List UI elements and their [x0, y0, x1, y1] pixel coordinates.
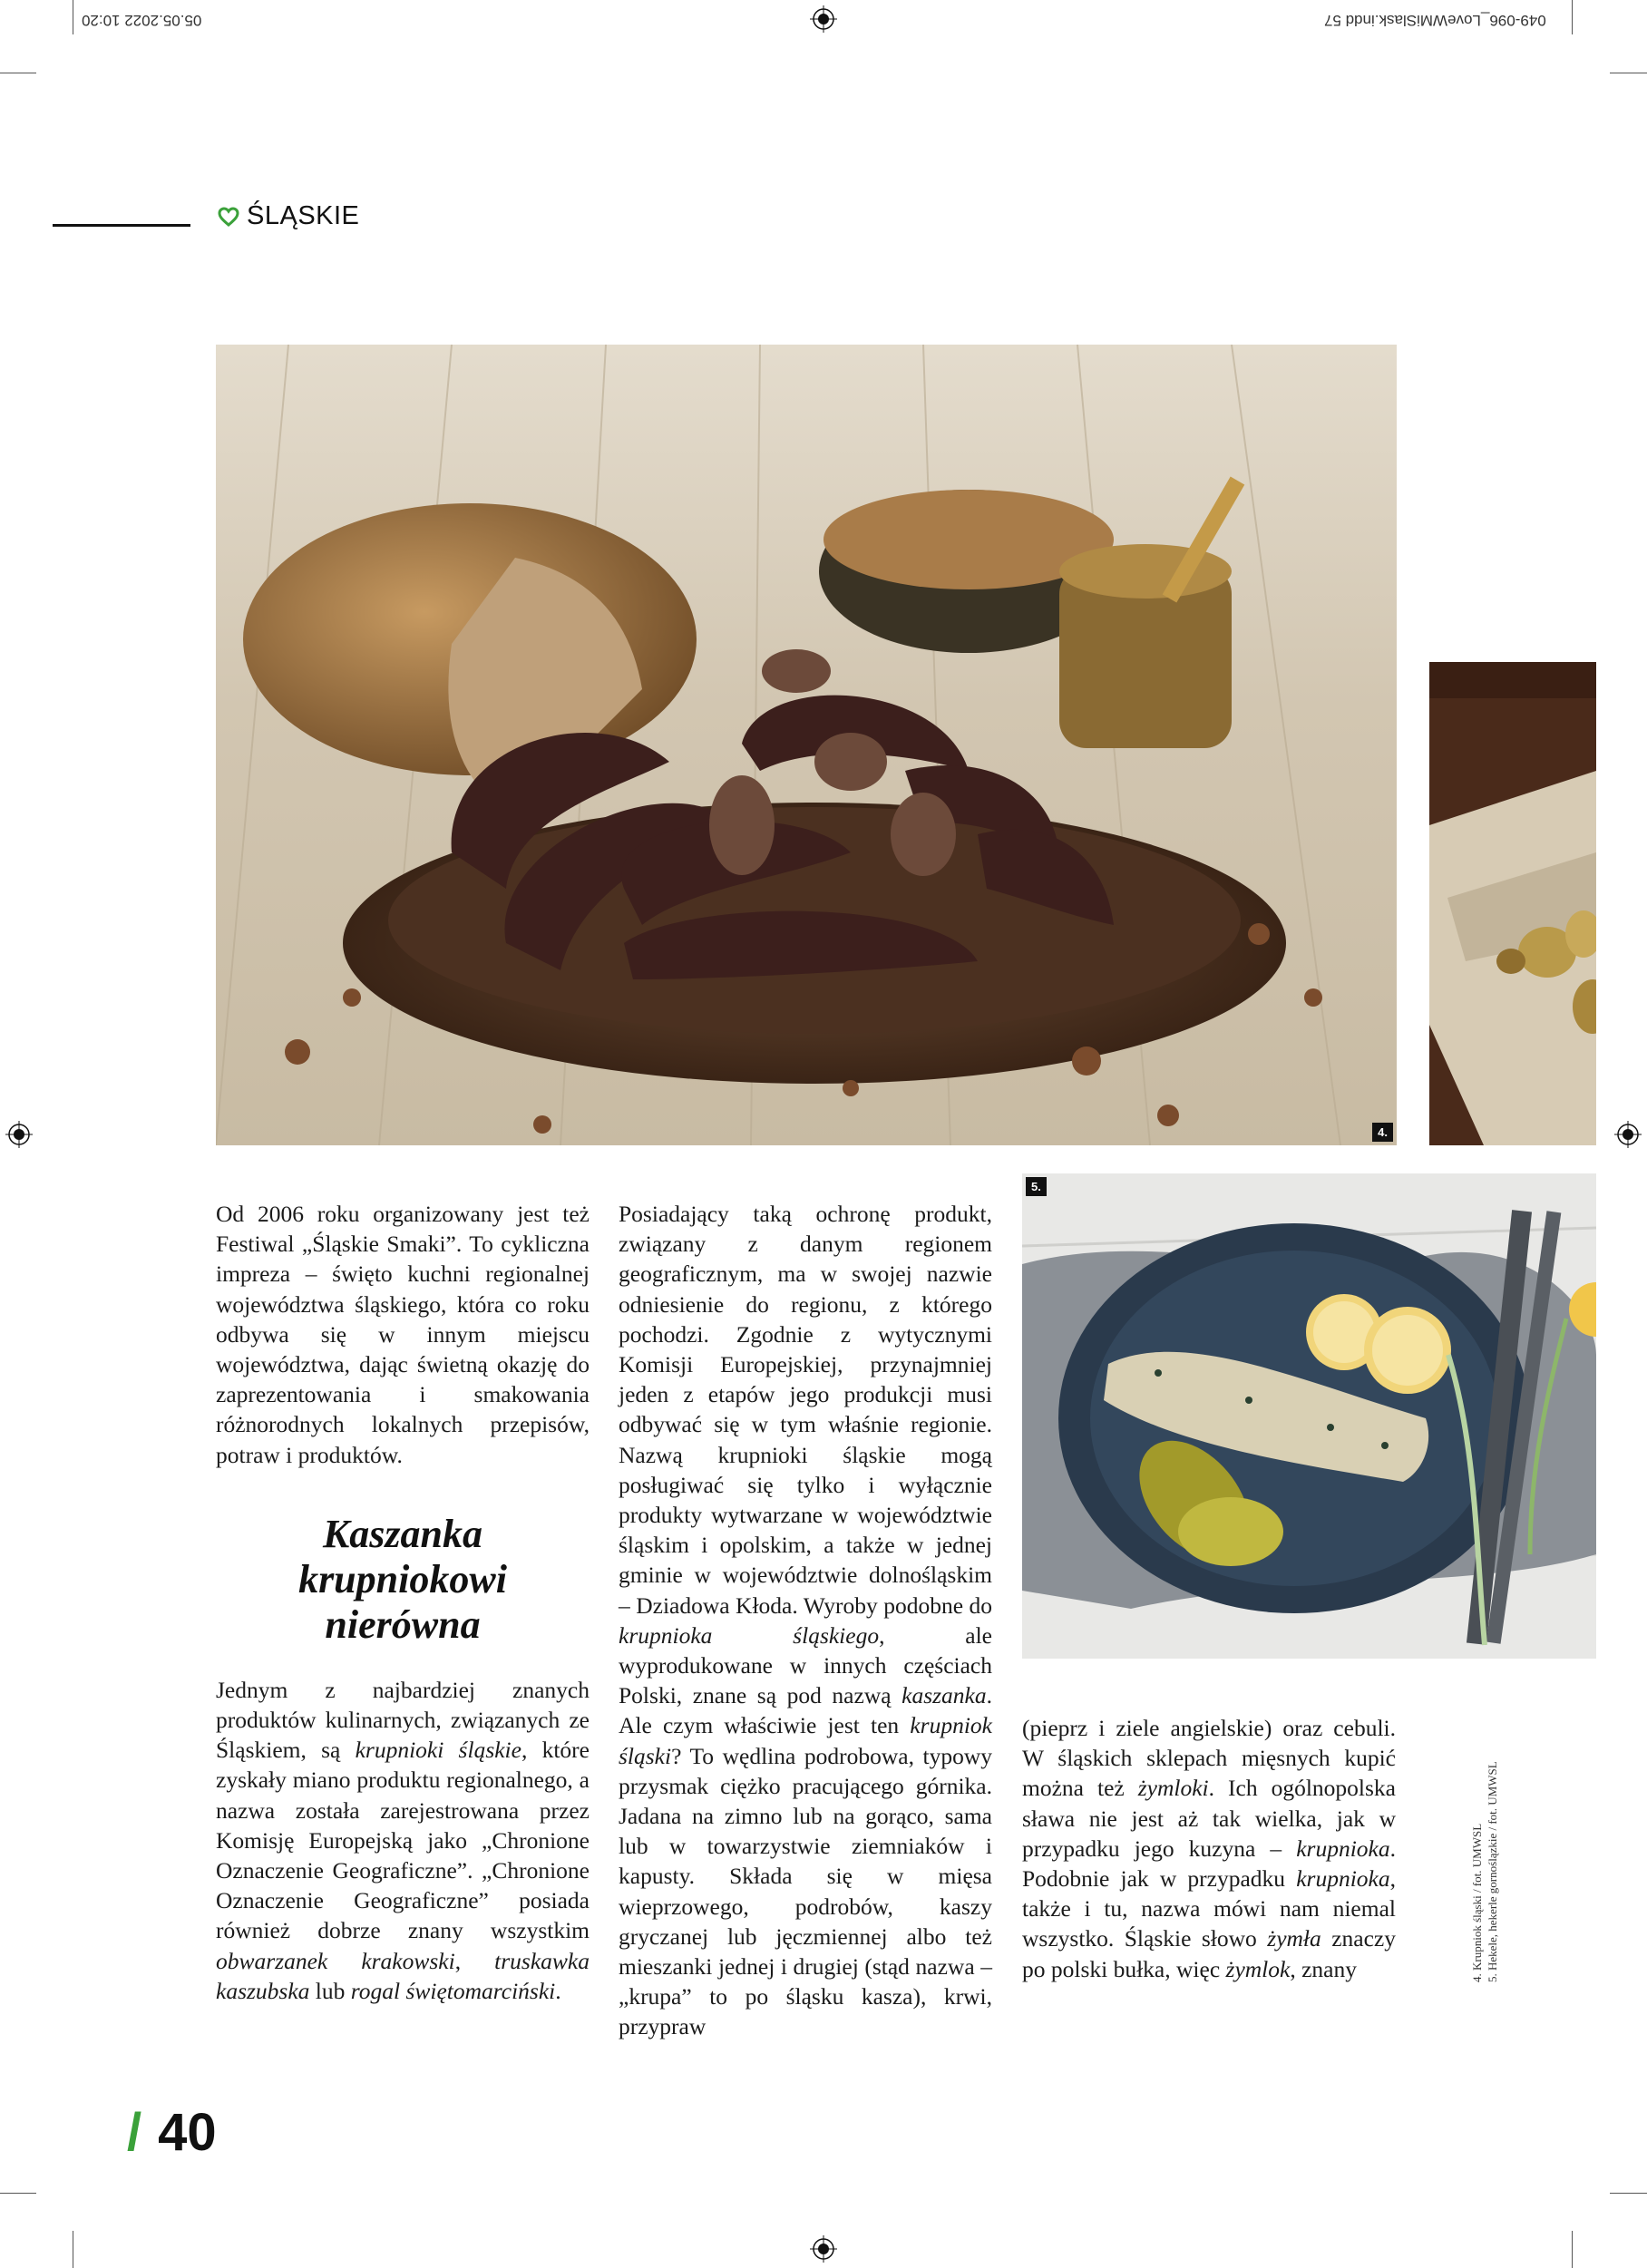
section-header — [218, 201, 359, 231]
photo-strip-right — [1429, 662, 1596, 1145]
photo-krupnioki — [216, 345, 1397, 1145]
photo-zymloki — [1022, 1173, 1596, 1659]
folio-slash: / — [127, 2103, 142, 2162]
registration-mark-icon — [1614, 1121, 1642, 1148]
heart-outline-icon — [218, 207, 239, 227]
slug-filename: 049-096_LoveWMiSlask.indd 57 — [1324, 12, 1546, 29]
caption-4: 4. Krupniok śląski / fot. UMWSL — [1470, 1823, 1484, 1982]
folio-number: 40 — [158, 2103, 217, 2162]
body-paragraph: Posiadający taką ochronę produkt, związany z danym regionem geograficznym, ma w swojej nazwie odniesienie do regionu, z którego pochodzi. Zgodnie z wytycznymi Komisji Europejskiej, przynajmniej jeden z etapów jego produkcji musi odbywać się w tym właśnie regionie. Nazwą krupnioki śląskie mogą posługiwać się tylko i wyłącznie produkty wytwarzane w województwie śląskim i opolskim, a także w jednej gminie w województwie dolnośląskim – Dziadowa Kłoda. Wyroby podobne do krupnioka śląskiego, ale wyprodukowane w innych częściach Polski, znane są pod nazwą kaszanka. Ale czym właściwie jest ten krupniok śląski? To wędlina podrobowa, typowy przysmak ciężko pracującego górnika. Jadana na zimno lub na gorąco, sama lub w towarzystwie ziemniaków i kapusty. Składa się w mięsa wieprzowego, podrobów, kaszy gryczanej lub jęczmiennej albo też mieszanki jednej i drugiej (stąd nazwa – „krupa” to po śląsku kasza), krwi, przypraw — [619, 1201, 992, 2040]
photo-captions — [1469, 1761, 1500, 1982]
registration-mark-icon — [810, 2235, 837, 2263]
crop-mark — [1610, 2193, 1647, 2194]
photo-number-4: 4. — [1372, 1123, 1393, 1142]
article-headline: Kaszanka krupniokowi nierówna — [298, 1511, 507, 1647]
body-paragraph: (pieprz i ziele angielskie) oraz cebuli. W śląskich sklepach mięsnych kupić można też żymloki. Ich ogólnopolska sława nie jest aż tak wielka, jak w przypadku jego kuzyna – krupnioka. Podobnie jak w przypadku krupnioka, także i tu, nazwa mówi nam niemal wszystko. Śląskie słowo żymła znaczy po polski bułka, więc żymlok, znany — [1022, 1715, 1396, 1982]
crop-mark — [0, 2193, 36, 2194]
caption-5: 5. Hekele, hekerle gornoślązkie / fot. UMWSL — [1486, 1761, 1499, 1982]
article-column-2 — [619, 1199, 992, 2042]
article-column-1 — [216, 1199, 590, 2006]
slug-timestamp: 05.05.2022 10:20 — [82, 12, 202, 29]
page-number — [127, 2102, 217, 2163]
registration-mark-icon — [5, 1121, 33, 1148]
body-paragraph: Jednym z najbardziej znanych produktów kulinarnych, związanych ze Śląskiem, są krupnioki śląskie, które zyskały miano produktu regionalnego, a nazwa została zarejestrowana przez Komisję Europejską jako „Chronione Oznaczenie Geograficzne”. „Chronione Oznaczenie Geograficzne” posiada również dobrze znany wszystkim obwarzanek krakowski, truskawka kaszubska lub rogal świętomarciński. — [216, 1676, 590, 2004]
crop-mark — [1572, 2231, 1573, 2268]
article-column-3 — [1022, 1713, 1396, 1984]
registration-mark-icon — [810, 5, 837, 33]
section-title: ŚLĄSKIE — [247, 201, 360, 230]
intro-paragraph: Od 2006 roku organizowany jest też Festiwal „Śląskie Smaki”. To cykliczna impreza – święto kuchni regionalnej województwa śląskiego, która co roku odbywa się w innym miejscu województwa, dając świetną okazję do zaprezentowania i smakowania różnorodnych lokalnych przepisów, potraw i produktów. — [216, 1201, 590, 1468]
photo-number-5: 5. — [1026, 1177, 1047, 1196]
crop-mark — [1572, 0, 1573, 34]
section-rule — [53, 224, 190, 227]
